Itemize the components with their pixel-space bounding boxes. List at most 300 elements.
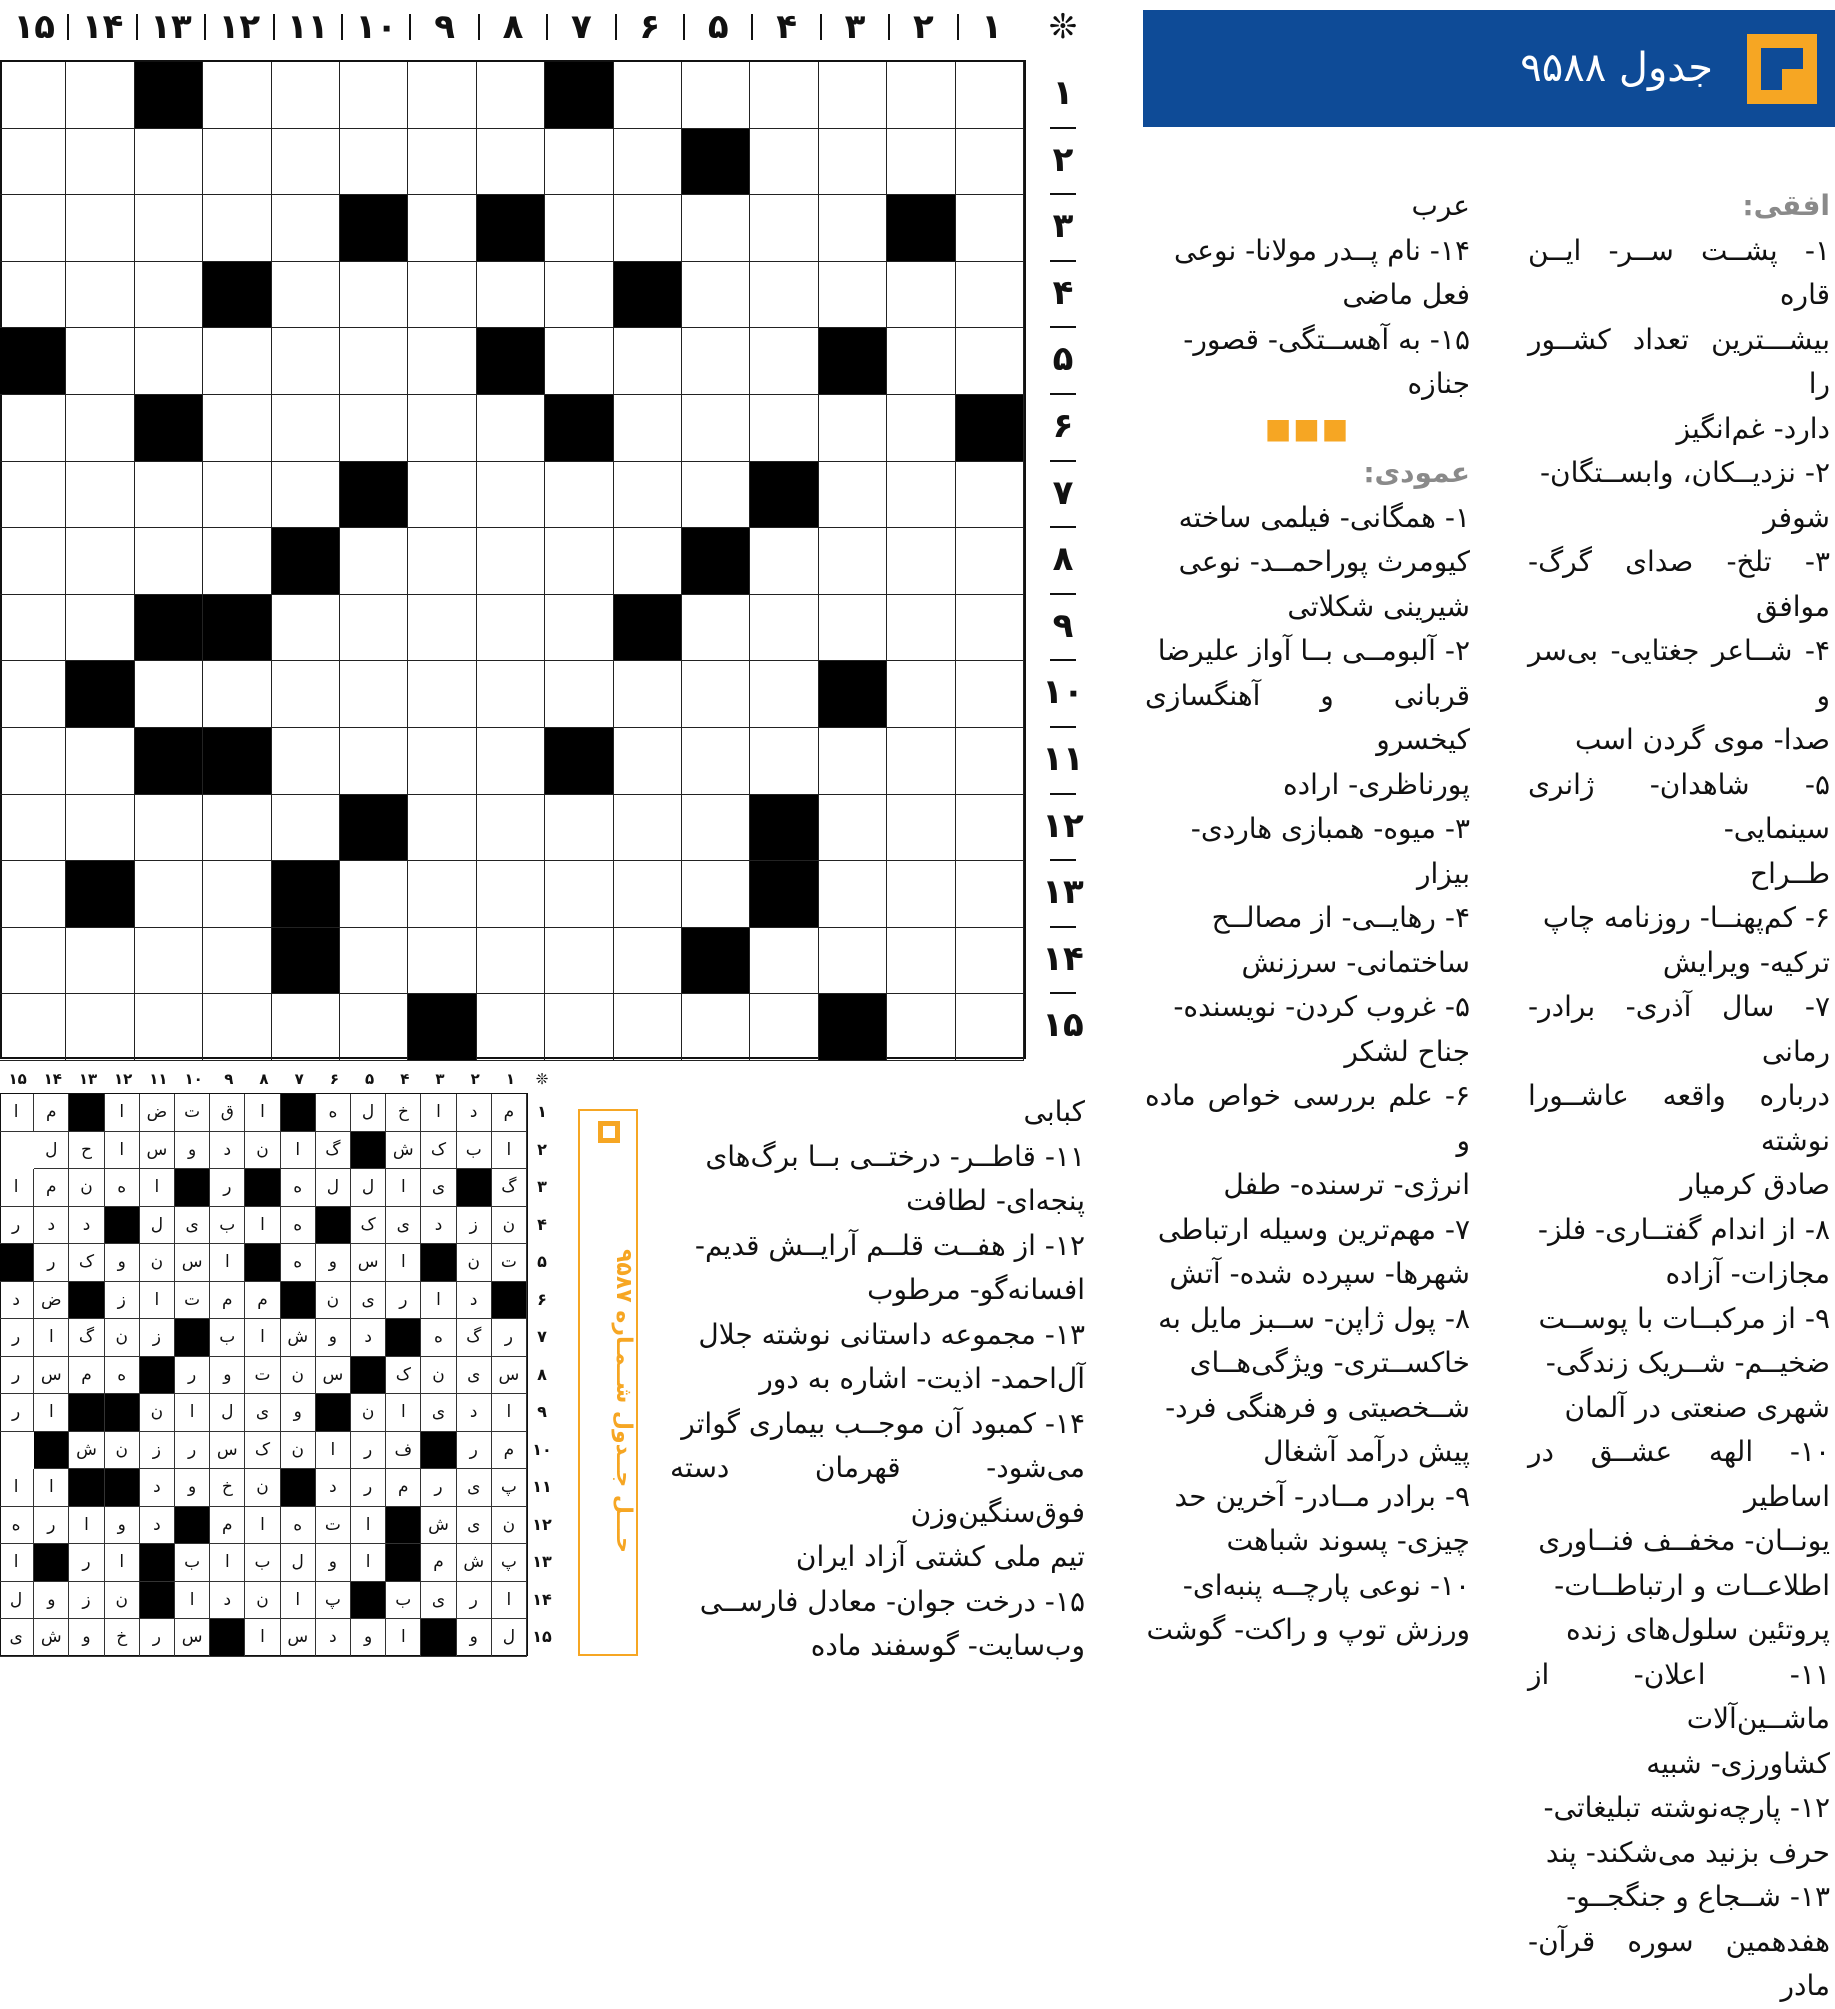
grid-cell[interactable]: [682, 62, 750, 129]
solution-row-number: ۴: [537, 1214, 547, 1234]
grid-cell[interactable]: [272, 262, 340, 329]
grid-cell[interactable]: [682, 462, 750, 529]
column-number: ۱: [981, 7, 1003, 47]
grid-cell[interactable]: [203, 395, 271, 462]
grid-cell[interactable]: [135, 928, 203, 995]
solution-cell: ی: [421, 1394, 456, 1432]
solution-cell: س: [316, 1357, 351, 1395]
separator-dots: ■■■: [1264, 411, 1351, 445]
grid-cell[interactable]: [887, 661, 955, 728]
clue-line: قربانی و آهنگسازی کیخسرو: [1145, 678, 1470, 756]
solution-black-cell: [210, 1619, 245, 1657]
grid-cell[interactable]: [477, 861, 545, 928]
clue-line: ترکیه- ویرایش: [1662, 945, 1830, 979]
grid-cell[interactable]: [272, 994, 340, 1061]
solution-column-number: ۱۳: [78, 1070, 98, 1088]
grid-cell[interactable]: [819, 262, 887, 329]
grid-cell[interactable]: [66, 994, 134, 1061]
grid-cell[interactable]: [66, 728, 134, 795]
black-cell: [66, 861, 134, 928]
grid-cell[interactable]: [135, 195, 203, 262]
grid-cell[interactable]: [819, 928, 887, 995]
grid-cell[interactable]: [750, 62, 818, 129]
grid-cell[interactable]: [408, 328, 476, 395]
grid-cell[interactable]: [682, 661, 750, 728]
grid-cell[interactable]: [408, 62, 476, 129]
clue-line: ساختمانی- سرزنش: [1241, 945, 1470, 979]
grid-cell[interactable]: [0, 262, 66, 329]
grid-cell[interactable]: [0, 195, 66, 262]
grid-cell[interactable]: [66, 129, 134, 196]
solution-row-number: ۷: [537, 1327, 547, 1347]
crossword-grid[interactable]: [0, 60, 1026, 1059]
solution-cell: و: [457, 1619, 492, 1657]
row-number: ۱۳: [1042, 872, 1084, 913]
grid-cell[interactable]: [545, 262, 613, 329]
solution-cell: ه: [316, 1094, 351, 1132]
grid-cell[interactable]: [819, 62, 887, 129]
solution-cell: ل: [492, 1619, 527, 1657]
grid-cell[interactable]: [408, 795, 476, 862]
grid-cell[interactable]: [0, 661, 66, 728]
grid-cell[interactable]: [408, 395, 476, 462]
grid-cell[interactable]: [272, 328, 340, 395]
solution-cell: ل: [0, 1582, 34, 1620]
grid-cell[interactable]: [682, 994, 750, 1061]
grid-cell[interactable]: [135, 462, 203, 529]
grid-cell[interactable]: [203, 994, 271, 1061]
clue-line: ۱۲- پارچه‌نوشته تبلیغاتی-: [1543, 1791, 1830, 1824]
grid-cell[interactable]: [750, 728, 818, 795]
grid-cell[interactable]: [614, 795, 682, 862]
asterisk-symbol: ❊: [1048, 7, 1078, 47]
grid-cell[interactable]: [682, 728, 750, 795]
solution-cell: و: [316, 1244, 351, 1282]
black-cell: [682, 928, 750, 995]
grid-cell[interactable]: [203, 195, 271, 262]
grid-cell[interactable]: [66, 462, 134, 529]
grid-cell[interactable]: [956, 728, 1024, 795]
grid-cell[interactable]: [203, 661, 271, 728]
grid-cell[interactable]: [819, 795, 887, 862]
grid-cell[interactable]: [614, 728, 682, 795]
solution-cell: ا: [386, 1394, 421, 1432]
grid-cell[interactable]: [614, 62, 682, 129]
grid-cell[interactable]: [477, 462, 545, 529]
grid-cell[interactable]: [0, 728, 66, 795]
grid-cell[interactable]: [203, 795, 271, 862]
grid-cell[interactable]: [819, 395, 887, 462]
grid-cell[interactable]: [477, 595, 545, 662]
grid-cell[interactable]: [614, 528, 682, 595]
black-cell: [682, 528, 750, 595]
grid-cell[interactable]: [887, 262, 955, 329]
grid-cell[interactable]: [750, 129, 818, 196]
grid-cell[interactable]: [272, 728, 340, 795]
grid-cell[interactable]: [272, 395, 340, 462]
clue-line: جناح لشکر: [1344, 1034, 1470, 1068]
grid-cell[interactable]: [545, 328, 613, 395]
grid-cell[interactable]: [340, 328, 408, 395]
grid-cell[interactable]: [545, 795, 613, 862]
grid-cell[interactable]: [272, 661, 340, 728]
grid-cell[interactable]: [956, 62, 1024, 129]
grid-cell[interactable]: [887, 861, 955, 928]
grid-cell[interactable]: [614, 129, 682, 196]
grid-cell[interactable]: [408, 262, 476, 329]
grid-cell[interactable]: [956, 994, 1024, 1061]
solution-cell: ل: [281, 1544, 316, 1582]
grid-cell[interactable]: [272, 462, 340, 529]
grid-cell[interactable]: [203, 928, 271, 995]
grid-cell[interactable]: [135, 528, 203, 595]
grid-cell[interactable]: [477, 528, 545, 595]
grid-cell[interactable]: [614, 328, 682, 395]
grid-cell[interactable]: [887, 994, 955, 1061]
grid-cell[interactable]: [340, 262, 408, 329]
grid-cell[interactable]: [135, 861, 203, 928]
grid-cell[interactable]: [0, 62, 66, 129]
grid-cell[interactable]: [340, 861, 408, 928]
grid-cell[interactable]: [203, 462, 271, 529]
grid-cell[interactable]: [135, 795, 203, 862]
grid-cell[interactable]: [408, 462, 476, 529]
solution-cell: ن: [421, 1357, 456, 1395]
clue-line: می‌شود- قهرمان دسته فوق‌سنگین‌وزن: [670, 1451, 1085, 1529]
solution-cell: ش: [457, 1544, 492, 1582]
solution-column-number: ۱: [505, 1070, 515, 1088]
grid-cell[interactable]: [0, 861, 66, 928]
grid-cell[interactable]: [887, 328, 955, 395]
grid-cell[interactable]: [66, 328, 134, 395]
grid-cell[interactable]: [545, 595, 613, 662]
grid-cell[interactable]: [66, 795, 134, 862]
black-cell: [135, 728, 203, 795]
grid-cell[interactable]: [0, 462, 66, 529]
solution-cell: ا: [210, 1544, 245, 1582]
clue-line: ۱۰- الهه عشــق در اساطیر: [1528, 1435, 1830, 1513]
solution-column-number: ۱۱: [149, 1070, 168, 1088]
grid-cell[interactable]: [750, 528, 818, 595]
grid-cell[interactable]: [750, 262, 818, 329]
column-number: ۶: [639, 7, 661, 47]
solution-cell: پ: [492, 1469, 527, 1507]
grid-cell[interactable]: [956, 328, 1024, 395]
black-cell: [750, 861, 818, 928]
solution-cell: ا: [0, 1169, 34, 1207]
solution-cell: خ: [210, 1469, 245, 1507]
grid-cell[interactable]: [887, 62, 955, 129]
solution-cell: ح: [69, 1132, 104, 1170]
grid-cell[interactable]: [819, 728, 887, 795]
solution-cell: ش: [69, 1432, 104, 1470]
grid-cell[interactable]: [682, 595, 750, 662]
solution-black-cell: [281, 1094, 316, 1132]
grid-cell[interactable]: [545, 861, 613, 928]
grid-cell[interactable]: [66, 928, 134, 995]
grid-cell[interactable]: [0, 395, 66, 462]
grid-cell[interactable]: [135, 328, 203, 395]
solution-cell: ی: [386, 1207, 421, 1245]
solution-black-cell: [69, 1094, 104, 1132]
grid-cell[interactable]: [750, 395, 818, 462]
clue-line: ضخیــم- شــریک زندگی-: [1545, 1346, 1830, 1379]
grid-cell[interactable]: [956, 129, 1024, 196]
grid-cell[interactable]: [887, 795, 955, 862]
grid-row-numbers: [1040, 60, 1086, 1060]
grid-cell[interactable]: [477, 262, 545, 329]
grid-cell[interactable]: [135, 994, 203, 1061]
grid-cell[interactable]: [66, 395, 134, 462]
solution-cell: س: [210, 1432, 245, 1470]
solution-cell: ا: [140, 1282, 175, 1320]
grid-cell[interactable]: [135, 129, 203, 196]
grid-cell[interactable]: [887, 928, 955, 995]
grid-cell[interactable]: [0, 994, 66, 1061]
column-number: ۱۱: [287, 7, 329, 47]
grid-cell[interactable]: [614, 195, 682, 262]
grid-cell[interactable]: [956, 795, 1024, 862]
clue-line: ۶- کم‌پهنــا- روزنامه چاپ: [1542, 901, 1830, 934]
clue-line: ۱۵- به آهســتگی- قصور-: [1183, 322, 1470, 356]
grid-cell[interactable]: [272, 129, 340, 196]
grid-cell[interactable]: [819, 195, 887, 262]
grid-cell[interactable]: [614, 994, 682, 1061]
grid-cell[interactable]: [887, 395, 955, 462]
solution-cell: و: [175, 1469, 210, 1507]
solution-asterisk: ❊: [535, 1070, 549, 1088]
row-number: ۷: [1052, 472, 1074, 513]
grid-cell[interactable]: [887, 462, 955, 529]
row-number: ۶: [1052, 406, 1074, 446]
page-title: جدول ۹۵۸۸: [1520, 45, 1713, 91]
grid-cell[interactable]: [66, 262, 134, 329]
clue-line: ۶- علم بررسی خواص ماده و: [1145, 1079, 1470, 1157]
grid-cell[interactable]: [887, 129, 955, 196]
clue-line: چیزی- پسوند شباهت: [1226, 1524, 1470, 1557]
clue-line: کبابی: [1023, 1095, 1085, 1128]
grid-cell[interactable]: [545, 928, 613, 995]
solution-cell: ن: [140, 1244, 175, 1282]
grid-cell[interactable]: [614, 661, 682, 728]
grid-cell[interactable]: [750, 595, 818, 662]
solution-cell: ن: [69, 1169, 104, 1207]
grid-cell[interactable]: [66, 595, 134, 662]
column-number: ۱۲: [218, 7, 261, 47]
grid-cell[interactable]: [887, 728, 955, 795]
solution-column-number: ۱۰: [184, 1070, 203, 1088]
grid-cell[interactable]: [819, 462, 887, 529]
grid-cell[interactable]: [0, 595, 66, 662]
solution-cell: ر: [175, 1357, 210, 1395]
clue-line: درباره واقعه عاشــورا نوشته: [1528, 1079, 1830, 1157]
grid-cell[interactable]: [340, 62, 408, 129]
solution-cell: م: [34, 1169, 69, 1207]
grid-cell[interactable]: [340, 928, 408, 995]
grid-cell[interactable]: [750, 195, 818, 262]
solution-row-number: ۲: [537, 1139, 547, 1159]
row-number: ۱۱: [1042, 739, 1084, 779]
grid-cell[interactable]: [545, 129, 613, 196]
black-cell: [135, 595, 203, 662]
solution-cell: ش: [281, 1319, 316, 1357]
solution-cell: د: [140, 1469, 175, 1507]
solution-cell: ا: [175, 1394, 210, 1432]
grid-cell[interactable]: [408, 728, 476, 795]
clue-line: جنازه: [1407, 367, 1470, 400]
solution-cell: ر: [175, 1432, 210, 1470]
grid-cell[interactable]: [477, 129, 545, 196]
grid-cell[interactable]: [0, 928, 66, 995]
black-cell: [203, 262, 271, 329]
grid-cell[interactable]: [340, 395, 408, 462]
grid-cell[interactable]: [682, 328, 750, 395]
grid-cell[interactable]: [340, 661, 408, 728]
grid-cell[interactable]: [614, 928, 682, 995]
black-cell: [408, 994, 476, 1061]
solution-cell: س: [281, 1619, 316, 1657]
solution-cell: ض: [34, 1282, 69, 1320]
solution-cell: د: [457, 1094, 492, 1132]
grid-cell[interactable]: [682, 861, 750, 928]
grid-cell[interactable]: [272, 795, 340, 862]
grid-cell[interactable]: [545, 661, 613, 728]
grid-cell[interactable]: [408, 528, 476, 595]
clue-line: اطلاعــات و ارتباطــات-: [1554, 1568, 1830, 1602]
solution-cell: ب: [386, 1582, 421, 1620]
grid-cell[interactable]: [477, 795, 545, 862]
vertical-clues-continued: [670, 1090, 1085, 1669]
grid-cell[interactable]: [408, 129, 476, 196]
solution-black-cell: [386, 1507, 421, 1545]
grid-cell[interactable]: [956, 462, 1024, 529]
grid-cell[interactable]: [614, 462, 682, 529]
grid-cell[interactable]: [956, 928, 1024, 995]
solution-cell: ا: [175, 1582, 210, 1620]
grid-cell[interactable]: [477, 928, 545, 995]
solution-cell: ل: [34, 1132, 69, 1170]
grid-cell[interactable]: [477, 62, 545, 129]
grid-cell[interactable]: [477, 728, 545, 795]
black-cell: [682, 129, 750, 196]
grid-cell[interactable]: [819, 861, 887, 928]
grid-cell[interactable]: [66, 528, 134, 595]
black-cell: [477, 328, 545, 395]
grid-cell[interactable]: [135, 661, 203, 728]
grid-cell[interactable]: [887, 528, 955, 595]
grid-cell[interactable]: [956, 595, 1024, 662]
solution-cell: ه: [281, 1507, 316, 1545]
grid-cell[interactable]: [272, 195, 340, 262]
grid-cell[interactable]: [0, 129, 66, 196]
grid-cell[interactable]: [340, 595, 408, 662]
grid-cell[interactable]: [408, 195, 476, 262]
grid-cell[interactable]: [614, 395, 682, 462]
solution-cell: ب: [210, 1207, 245, 1245]
grid-cell[interactable]: [66, 62, 134, 129]
solution-cell: د: [140, 1507, 175, 1545]
grid-cell[interactable]: [750, 661, 818, 728]
grid-cell[interactable]: [682, 195, 750, 262]
solution-black-cell: [351, 1582, 386, 1620]
grid-cell[interactable]: [340, 129, 408, 196]
grid-cell[interactable]: [272, 62, 340, 129]
grid-cell[interactable]: [956, 262, 1024, 329]
grid-cell[interactable]: [750, 994, 818, 1061]
grid-cell[interactable]: [477, 395, 545, 462]
grid-cell[interactable]: [203, 528, 271, 595]
grid-cell[interactable]: [340, 528, 408, 595]
grid-cell[interactable]: [545, 462, 613, 529]
grid-cell[interactable]: [956, 528, 1024, 595]
clue-line: ۹- برادر مــادر- آخرین حد: [1174, 1479, 1470, 1513]
grid-cell[interactable]: [887, 595, 955, 662]
clue-line: یونــان- مخفــف فنــاوری: [1538, 1524, 1830, 1557]
grid-cell[interactable]: [66, 195, 134, 262]
black-cell: [545, 395, 613, 462]
grid-cell[interactable]: [545, 528, 613, 595]
grid-cell[interactable]: [682, 262, 750, 329]
clue-line: ۱۳- شــجاع و جنگجــو-: [1566, 1880, 1830, 1913]
grid-cell[interactable]: [135, 262, 203, 329]
grid-cell[interactable]: [682, 795, 750, 862]
grid-cell[interactable]: [203, 62, 271, 129]
clue-line: ۵- شاهدان- ژانری سینمایی-: [1528, 767, 1830, 845]
grid-cell[interactable]: [819, 129, 887, 196]
grid-cell[interactable]: [0, 795, 66, 862]
grid-cell[interactable]: [545, 994, 613, 1061]
clue-line: ۵- غروب کردن- نویسنده-: [1173, 990, 1470, 1023]
grid-cell[interactable]: [750, 328, 818, 395]
grid-cell[interactable]: [408, 595, 476, 662]
grid-cell[interactable]: [545, 195, 613, 262]
grid-cell[interactable]: [750, 928, 818, 995]
grid-cell[interactable]: [408, 861, 476, 928]
solution-cell: ن: [105, 1582, 140, 1620]
grid-cell[interactable]: [408, 928, 476, 995]
solution-cell: ا: [210, 1244, 245, 1282]
grid-cell[interactable]: [477, 994, 545, 1061]
grid-cell[interactable]: [956, 661, 1024, 728]
clue-line: شهری صنعتی در آلمان: [1564, 1390, 1830, 1424]
grid-cell[interactable]: [340, 728, 408, 795]
grid-cell[interactable]: [477, 661, 545, 728]
grid-cell[interactable]: [0, 528, 66, 595]
solution-cell: پ: [492, 1544, 527, 1582]
grid-cell[interactable]: [203, 861, 271, 928]
black-cell: [272, 861, 340, 928]
grid-cell[interactable]: [203, 328, 271, 395]
solution-row-number: ۱۴: [532, 1589, 552, 1609]
grid-cell[interactable]: [819, 528, 887, 595]
solution-cell: ا: [245, 1507, 280, 1545]
clue-line: ۳- میوه- همبازی هاردی-: [1190, 812, 1470, 845]
grid-cell[interactable]: [682, 395, 750, 462]
solution-cell: د: [210, 1132, 245, 1170]
grid-cell[interactable]: [272, 595, 340, 662]
row-number: ۳: [1052, 206, 1074, 247]
solution-black-cell: [245, 1169, 280, 1207]
grid-cell[interactable]: [956, 861, 1024, 928]
grid-cell[interactable]: [956, 195, 1024, 262]
clue-line: کشاورزی- شبیه: [1646, 1746, 1830, 1780]
grid-cell[interactable]: [819, 595, 887, 662]
grid-cell[interactable]: [408, 661, 476, 728]
solution-column-number: ۴: [400, 1070, 410, 1088]
grid-cell[interactable]: [203, 129, 271, 196]
grid-cell[interactable]: [614, 861, 682, 928]
grid-cell[interactable]: [340, 994, 408, 1061]
